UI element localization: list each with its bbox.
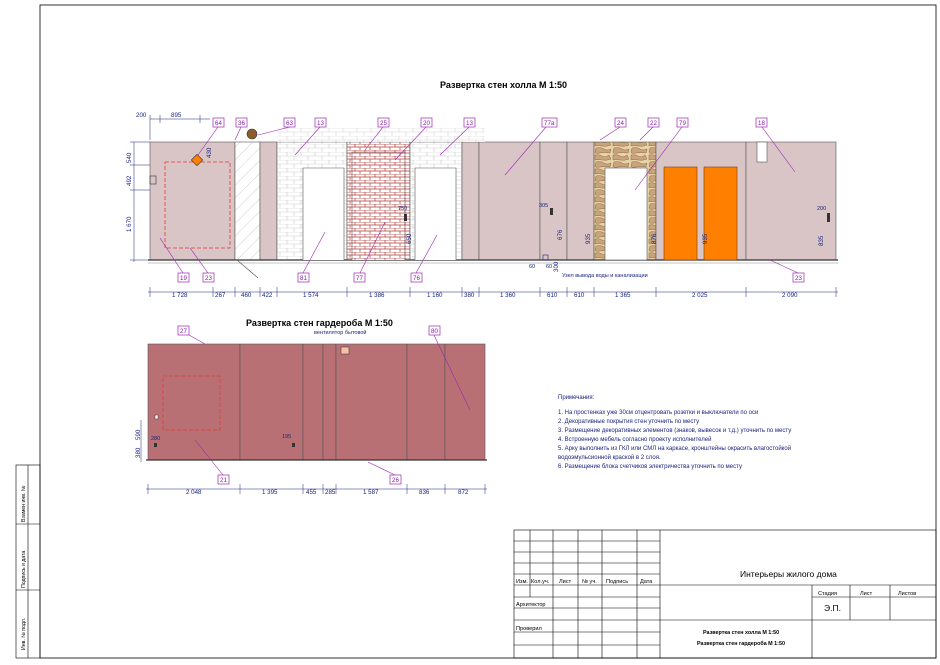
tb-header-date: Дата: [640, 579, 653, 585]
bottom-dim-7: 1 160: [427, 292, 443, 299]
tb-sheet-header: Лист: [860, 591, 873, 597]
bottom-dim-1: 1 728: [172, 292, 188, 299]
notes-title: Примечания:: [558, 395, 595, 401]
wall-segment-2: [235, 142, 260, 260]
bottom-dim-2: 267: [215, 292, 226, 299]
dim-676: 676: [557, 229, 564, 240]
tag-79: 79: [679, 120, 686, 127]
wall-segment-3: [260, 142, 277, 260]
tb-header-list: Лист: [559, 579, 572, 585]
tag-77: 77: [356, 275, 363, 282]
hall-title: Развертка стен холла М 1:50: [440, 80, 568, 90]
dim-300: 300: [553, 261, 560, 272]
left-dim-492: 492: [126, 175, 133, 186]
note-1: 1. На простенках уже 30см отцентровать розетки и выключатели по оси: [558, 410, 759, 416]
tb-sheet-title-1: Развертка стен холла М 1:50: [703, 630, 780, 636]
doorway-3: [415, 168, 456, 260]
wall-lamp: [757, 142, 767, 162]
wardrobe-bottom-dim-3: 455: [306, 489, 317, 496]
bottom-dim-5: 1 574: [303, 292, 319, 299]
tag-26: 26: [392, 477, 399, 484]
tb-role-checked: Проверил: [516, 626, 542, 632]
tag-24: 24: [617, 120, 624, 127]
wardrobe-wall-6: [407, 344, 445, 460]
side-stamp: [16, 465, 40, 658]
socket-1: [550, 208, 553, 215]
title-block: [514, 530, 936, 658]
entrance-door: [605, 168, 647, 260]
note-6: 6. Размещение блока счетчиков электричества уточнить по месту: [558, 464, 742, 470]
clock-icon: [247, 129, 257, 139]
tag-18: 18: [758, 120, 765, 127]
notes-block: [558, 395, 791, 470]
wardrobe-wall-5: [336, 344, 407, 460]
dim-935a: 935: [585, 233, 592, 244]
bottom-dim-3: 460: [241, 292, 252, 299]
tag-81: 81: [300, 275, 307, 282]
bottom-dim-10: 610: [547, 292, 558, 299]
note-4: 4. Встроенную мебель согласно проекту исполнителей: [558, 437, 712, 443]
vent-label: вентилятор бытовой: [314, 330, 367, 336]
wardrobe-socket-1: [154, 443, 157, 447]
dim-305: 305: [539, 203, 549, 209]
tag-63: 63: [286, 120, 293, 127]
side-stamp-inventory: Инв. № подл.: [21, 617, 27, 650]
wardrobe-bottom-dim-1: 2 048: [186, 489, 202, 496]
hall-elevation: [148, 128, 838, 278]
outlet-note: Узел вывода воды и канализации: [562, 273, 648, 279]
wardrobe-bottom-dim-2: 1 395: [262, 489, 278, 496]
left-dim-540: 540: [126, 152, 133, 163]
wardrobe-switch: [155, 415, 158, 419]
orange-door-2: [704, 167, 737, 260]
dim-60a: 60: [529, 264, 536, 270]
dim-935b: 935: [702, 233, 709, 244]
dim-835: 835: [818, 235, 825, 246]
wall-segment-5: [479, 142, 540, 260]
tb-header-kol: Кол.уч.: [531, 579, 550, 585]
top-dim-200: 200: [136, 112, 147, 119]
tag-76: 76: [413, 275, 420, 282]
tag-64: 64: [215, 120, 222, 127]
bottom-dim-11: 610: [574, 292, 585, 299]
wardrobe-left-dim-380: 380: [135, 447, 142, 458]
tag-80: 80: [431, 328, 438, 335]
tag-13b: 13: [466, 120, 473, 127]
dim-430: 430: [206, 147, 213, 158]
tb-header-izm: Изм.: [516, 579, 528, 585]
wardrobe-bottom-dim-7: 872: [458, 489, 469, 496]
tb-header-num: № уч.: [582, 579, 597, 585]
tb-header-sign: Подпись: [606, 579, 629, 585]
sheet-frame: [40, 5, 936, 658]
wardrobe-socket-2: [292, 443, 295, 447]
tag-22: 22: [650, 120, 657, 127]
tb-sheets-header: Листов: [898, 591, 917, 597]
bottom-dim-8: 380: [464, 292, 475, 299]
orange-door-1: [664, 167, 697, 260]
side-stamp-replaced: Взамен инв. №: [21, 485, 27, 522]
dim-650: 650: [406, 233, 413, 244]
wardrobe-wall-1: [148, 344, 240, 460]
socket-3: [827, 213, 830, 222]
doorway-1: [303, 168, 344, 260]
tb-role-architect: Архитектор: [516, 602, 546, 608]
tag-13a: 13: [317, 120, 324, 127]
wardrobe-bottom-dim-5: 1 587: [363, 489, 379, 496]
tag-27: 27: [180, 328, 187, 335]
tag-77a: 77а: [544, 120, 555, 127]
wardrobe-wall-3: [303, 344, 323, 460]
tag-23b: 23: [795, 275, 802, 282]
note-5: 5. Арку выполнить из ГКЛ или СМЛ на каркасе, кронштейны окрасить влагостойкой: [558, 446, 792, 452]
tag-19: 19: [180, 275, 187, 282]
tb-stage: Э.П.: [824, 603, 841, 613]
dim-876: 876: [651, 233, 658, 244]
dim-750: 750: [398, 206, 408, 212]
wardrobe-title: Развертка стен гардероба М 1:50: [246, 318, 393, 328]
note-5-cont: водоэмульсионной краской в 2 слоя.: [558, 455, 661, 461]
tb-project: Интерьеры жилого дома: [740, 569, 837, 579]
bottom-dim-14: 2 090: [782, 292, 798, 299]
bottom-dim-12: 1 365: [615, 292, 631, 299]
left-dim-1670: 1 670: [126, 216, 133, 232]
tb-stage-header: Стадия: [818, 591, 838, 597]
wall-segment-4: [462, 142, 479, 260]
tag-23a: 23: [205, 275, 212, 282]
wardrobe-bottom-dim-6: 836: [419, 489, 430, 496]
wardrobe-wall-4: [323, 344, 336, 460]
bottom-dim-9: 1 360: [500, 292, 516, 299]
wardrobe-dim-280: 280: [151, 436, 161, 442]
bottom-dim-13: 2 025: [692, 292, 708, 299]
socket-2: [404, 214, 407, 221]
tag-36: 36: [238, 120, 245, 127]
tb-sheet-title-2: Развертка стен гардероба М 1:50: [697, 641, 785, 647]
note-2: 2. Декоративные покрытия стен уточнить по месту: [558, 419, 700, 425]
dim-200: 200: [817, 206, 827, 212]
dim-60b: 60: [546, 264, 553, 270]
wardrobe-dim-195: 195: [282, 434, 292, 440]
wardrobe-wall-7: [445, 344, 485, 460]
tag-25: 25: [380, 120, 387, 127]
wall-segment-6: [540, 142, 567, 260]
tag-21: 21: [220, 477, 227, 484]
vent-icon: [341, 347, 349, 354]
wardrobe-bottom-dim-4: 285: [325, 489, 336, 496]
bottom-dim-4: 422: [262, 292, 273, 299]
tag-20: 20: [423, 120, 430, 127]
note-3: 3. Размещение декоративных элементов (знаков, вывесок и т.д.) уточнить по месту: [558, 428, 792, 434]
bottom-dim-6: 1 386: [369, 292, 385, 299]
top-dim-895: 895: [171, 112, 182, 119]
wardrobe-wall-2: [240, 344, 303, 460]
wardrobe-left-dim-590: 590: [135, 429, 142, 440]
side-stamp-signature: Подпись и дата: [21, 550, 27, 588]
